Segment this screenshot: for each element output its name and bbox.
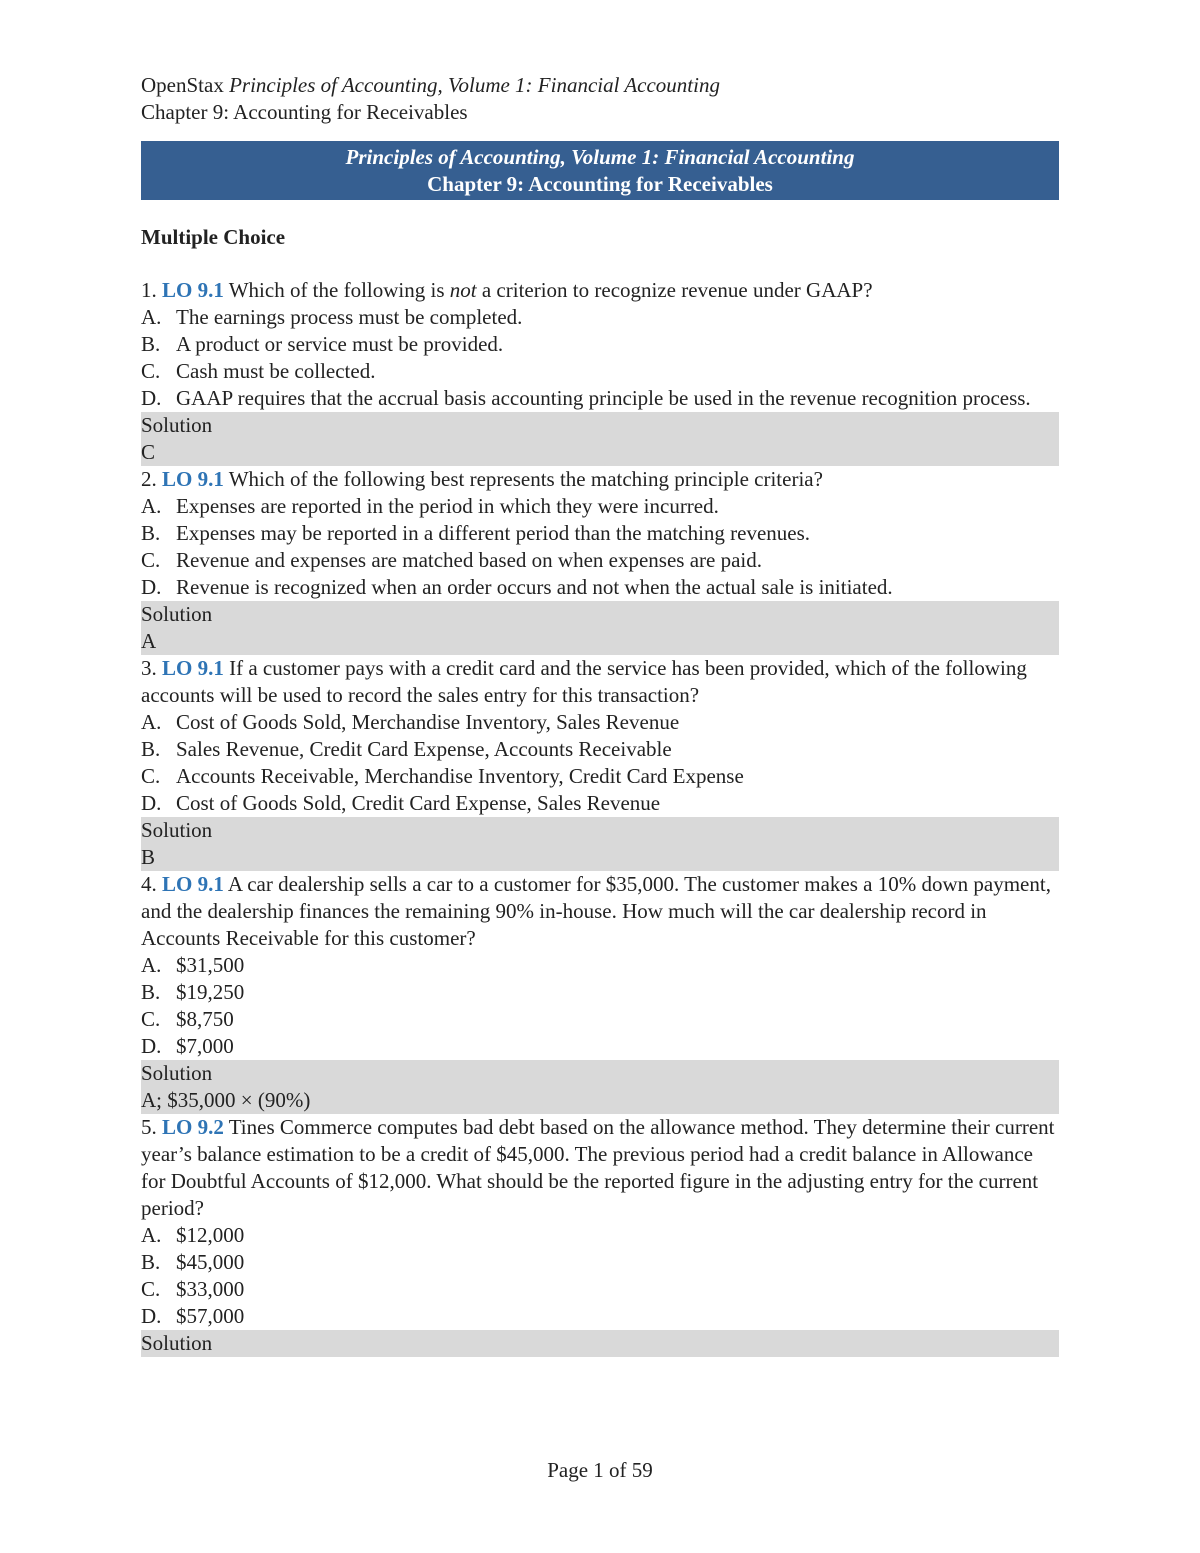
document-body	[141, 72, 1059, 1357]
option-text: $7,000	[176, 1034, 234, 1058]
question-number: 1.	[141, 278, 162, 302]
section-title: Multiple Choice	[141, 225, 286, 249]
answer-option	[141, 493, 1059, 520]
option-text: $57,000	[176, 1304, 245, 1328]
answer-option	[141, 790, 1059, 817]
option-letter: B.	[141, 521, 161, 545]
learning-objective-link: LO 9.1	[162, 467, 224, 491]
answer-option	[141, 331, 1059, 358]
question-stem	[141, 466, 1059, 493]
learning-objective-link: LO 9.1	[162, 278, 224, 302]
question-text: A car dealership sells a car to a customer for $35,000. The customer makes a 10% down payment, and the dealership finances the remaining 90% in-house. How much will the car dealership record in Accounts Receivable for this customer?	[141, 872, 1051, 950]
answer-option	[141, 1303, 1059, 1330]
option-text: $45,000	[176, 1250, 245, 1274]
answer-option	[141, 979, 1059, 1006]
answer-option	[141, 1249, 1059, 1276]
answer-option	[141, 952, 1059, 979]
option-letter: B.	[141, 332, 161, 356]
option-letter: A.	[141, 494, 162, 518]
option-letter: D.	[141, 386, 162, 410]
answer-option	[141, 1222, 1059, 1249]
question-text-end: a criterion to recognize revenue under GAAP?	[476, 278, 873, 302]
learning-objective-link: LO 9.2	[162, 1115, 224, 1139]
answer-option	[141, 736, 1059, 763]
option-letter: A.	[141, 1223, 162, 1247]
answer-option	[141, 547, 1059, 574]
option-text: The earnings process must be completed.	[176, 305, 523, 329]
option-letter: D.	[141, 575, 162, 599]
question-number: 5.	[141, 1115, 162, 1139]
solution-box	[141, 817, 1059, 871]
running-header-chapter: Chapter 9: Accounting for Receivables	[141, 100, 468, 124]
option-letter: A.	[141, 305, 162, 329]
option-letter: A.	[141, 710, 162, 734]
answer-option	[141, 1276, 1059, 1303]
learning-objective-link: LO 9.1	[162, 872, 224, 896]
question-text: If a customer pays with a credit card and the service has been provided, which of the following accounts will be used to record the sales entry for this transaction?	[141, 656, 1027, 707]
solution-box	[141, 412, 1059, 466]
banner-title: Principles of Accounting, Volume 1: Financial Accounting	[345, 145, 855, 169]
question-text: Which of the following is	[223, 278, 450, 302]
answer-option	[141, 1033, 1059, 1060]
option-text: $12,000	[176, 1223, 245, 1247]
solution-box	[141, 1330, 1059, 1357]
running-header-title	[141, 72, 1059, 99]
question-text: Tines Commerce computes bad debt based on the allowance method. They determine their current year’s balance estimation to be a credit of $45,000. The previous period had a credit balance in Allowance for Doubtful Accounts of $12,000. What should be the reported figure in the adjusting entry for the current period?	[141, 1115, 1055, 1220]
title-banner	[141, 141, 1059, 200]
option-text: Revenue is recognized when an order occurs and not when the actual sale is initiated.	[176, 575, 893, 599]
answer-option	[141, 709, 1059, 736]
question-text: Which of the following best represents the matching principle criteria?	[223, 467, 823, 491]
answer-option	[141, 574, 1059, 601]
answer-option	[141, 763, 1059, 790]
option-text: A product or service must be provided.	[176, 332, 504, 356]
solution-label: Solution	[141, 1061, 213, 1085]
option-text: Revenue and expenses are matched based on when expenses are paid.	[176, 548, 763, 572]
option-letter: D.	[141, 1304, 162, 1328]
banner-subtitle: Chapter 9: Accounting for Receivables	[427, 172, 773, 196]
solution-label: Solution	[141, 602, 213, 626]
option-text: Accounts Receivable, Merchandise Inventory, Credit Card Expense	[176, 764, 744, 788]
question-stem	[141, 655, 1059, 709]
solution-answer: B	[141, 845, 156, 869]
option-text: $19,250	[176, 980, 245, 1004]
question-text-emphasis: not	[449, 278, 477, 302]
option-letter: C.	[141, 1007, 161, 1031]
solution-answer: A; $35,000 × (90%)	[141, 1088, 311, 1112]
option-letter: C.	[141, 764, 161, 788]
option-text: Cost of Goods Sold, Merchandise Inventory, Sales Revenue	[176, 710, 680, 734]
option-text: GAAP requires that the accrual basis accounting principle be used in the revenue recognition process.	[176, 386, 1031, 410]
learning-objective-link: LO 9.1	[162, 656, 224, 680]
option-letter: C.	[141, 1277, 161, 1301]
question-stem	[141, 277, 1059, 304]
option-letter: B.	[141, 737, 161, 761]
option-letter: B.	[141, 1250, 161, 1274]
option-letter: C.	[141, 359, 161, 383]
option-text: Expenses may be reported in a different period than the matching revenues.	[176, 521, 811, 545]
question-stem	[141, 1114, 1059, 1222]
question-number: 4.	[141, 872, 162, 896]
answer-option	[141, 304, 1059, 331]
option-text: Cash must be collected.	[176, 359, 376, 383]
solution-label: Solution	[141, 413, 213, 437]
option-letter: B.	[141, 980, 161, 1004]
option-text: Sales Revenue, Credit Card Expense, Accounts Receivable	[176, 737, 672, 761]
question-number: 3.	[141, 656, 162, 680]
header-publisher: OpenStax	[141, 73, 230, 97]
question-list	[141, 277, 1059, 1357]
page-number: Page 1 of 59	[547, 1458, 653, 1482]
solution-answer: C	[141, 440, 156, 464]
option-letter: D.	[141, 1034, 162, 1058]
question-number: 2.	[141, 467, 162, 491]
option-letter: C.	[141, 548, 161, 572]
option-text: $31,500	[176, 953, 245, 977]
answer-option	[141, 1006, 1059, 1033]
option-text: Cost of Goods Sold, Credit Card Expense, Sales Revenue	[176, 791, 661, 815]
option-text: $33,000	[176, 1277, 245, 1301]
option-letter: D.	[141, 791, 162, 815]
option-text: Expenses are reported in the period in which they were incurred.	[176, 494, 719, 518]
solution-label: Solution	[141, 818, 213, 842]
solution-box	[141, 601, 1059, 655]
option-text: $8,750	[176, 1007, 234, 1031]
solution-label: Solution	[141, 1331, 213, 1355]
answer-option	[141, 358, 1059, 385]
header-book-title: Principles of Accounting, Volume 1: Financial Accounting	[229, 73, 720, 97]
answer-option	[141, 520, 1059, 547]
answer-option	[141, 385, 1059, 412]
option-letter: A.	[141, 953, 162, 977]
solution-box	[141, 1060, 1059, 1114]
question-stem	[141, 871, 1059, 952]
solution-answer: A	[141, 629, 157, 653]
